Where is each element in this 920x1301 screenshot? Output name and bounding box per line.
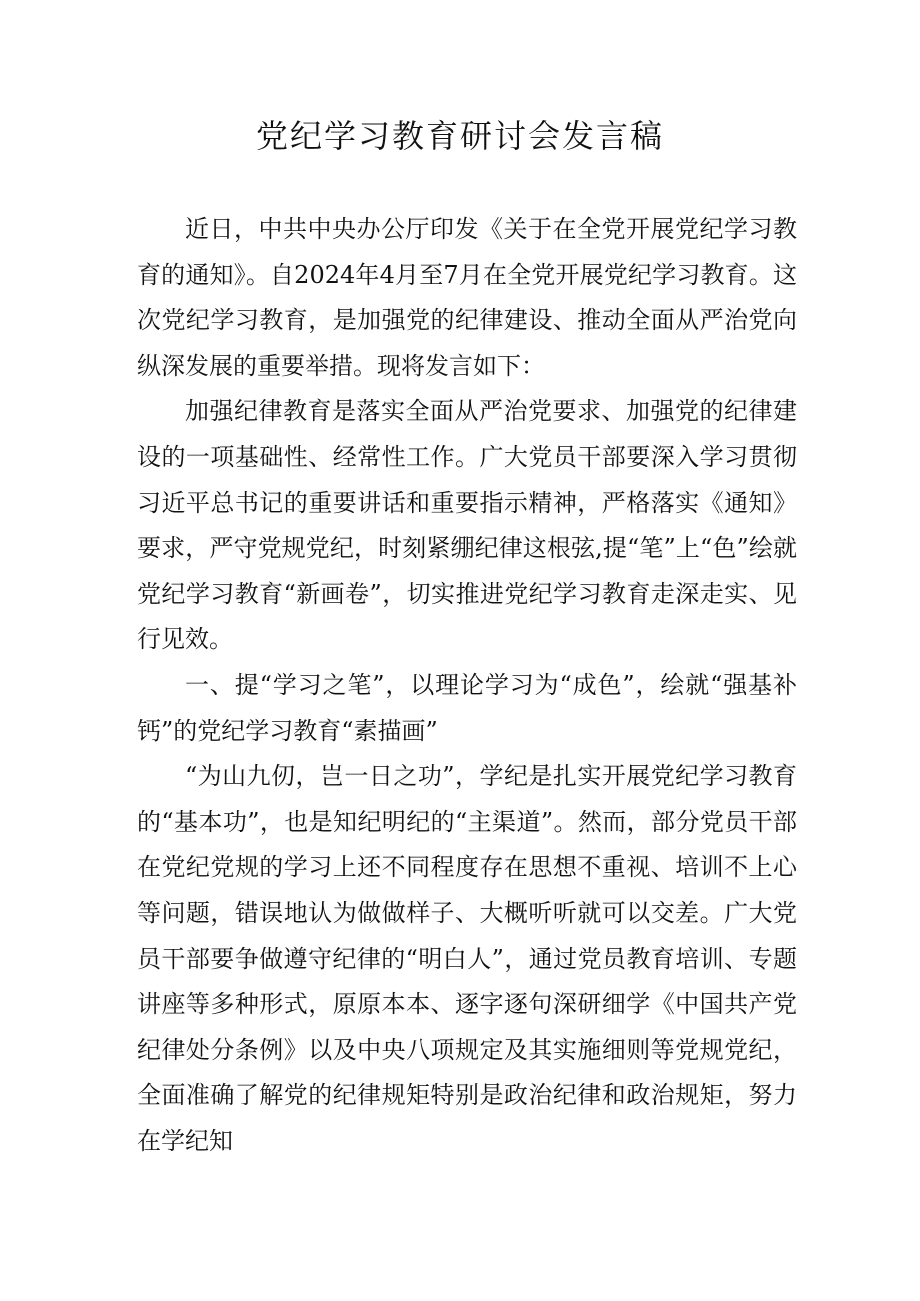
paragraph-study: “为山九仞，岂一日之功”，学纪是扎实开展党纪学习教育的“基本功”，也是知纪明纪的“主渠道”。然而，部分党员干部在党纪党规的学习上还不同程度存在思想不重视、培训不上心等问题，错误地认为做做样子、大概听听就可以交差。广大党员干部要争做遵守纪律的“明白人”，通过党员教育培训、专题讲座等多种形式，原原本本、逐字逐句深研细学《中国共产党纪律处分条例》以及中央八项规定及其实施细则等党规党纪，全面准确了解党的纪律规矩特别是政治纪律和政治规矩，努力在学纪知 bbox=[137, 762, 797, 1155]
paragraph-intro: 近日，中共中央办公厅印发《关于在全党开展党纪学习教育的通知》。自2024年4月至7月在全党开展党纪学习教育。这次党纪学习教育，是加强党的纪律建设、推动全面从严治党向纵深发展的重要举措。现将发言如下： bbox=[137, 215, 797, 380]
document-body bbox=[137, 207, 797, 1164]
document-title: 党纪学习教育研讨会发言稿 bbox=[255, 117, 664, 155]
paragraph-discipline-education: 加强纪律教育是落实全面从严治党要求、加强党的纪律建设的一项基础性、经常性工作。广大党员干部要深入学习贯彻习近平总书记的重要讲话和重要指示精神，严格落实《通知》要求，严守党规党纪，时刻紧绷纪律这根弦,提“笔”上“色”绘就党纪学习教育“新画卷”，切实推进党纪学习教育走深走实、见行见效。 bbox=[137, 397, 797, 654]
section-heading-one: 一、提“学习之笔”，以理论学习为“成色”，绘就“强基补钙”的党纪学习教育“素描画” bbox=[137, 670, 797, 745]
